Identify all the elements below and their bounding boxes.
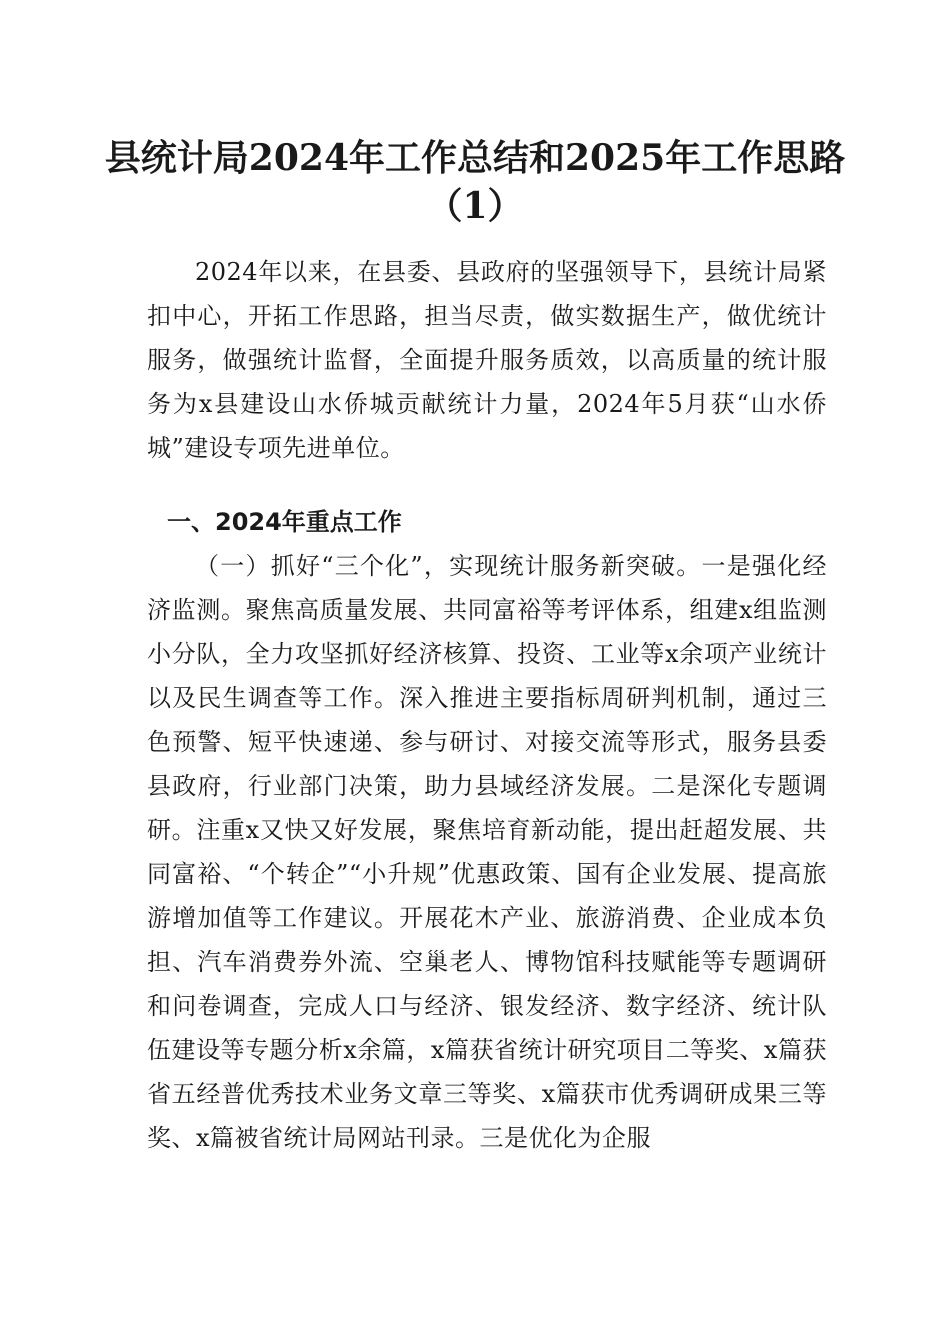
document-title: 县统计局2024年工作总结和2025年工作思路: [104, 137, 846, 179]
intro-paragraph: 2024年以来，在县委、县政府的坚强领导下，县统计局紧扣中心，开拓工作思路，担当尽责，做实数据生产，做优统计服务，做强统计监督，全面提升服务质效，以高质量的统计服务为x县建设山水侨城贡献统计力量，2024年5月获“山水侨城”建设专项先进单位。: [147, 258, 827, 462]
document-title-part-number: （1）: [426, 185, 524, 227]
section-paragraph: （一）抓好“三个化”，实现统计服务新突破。一是强化经济监测。聚焦高质量发展、共同富裕等考评体系，组建x组监测小分队，全力攻坚抓好经济核算、投资、工业等x余项产业统计以及民生调查等工作。深入推进主要指标周研判机制，通过三色预警、短平快速递、参与研讨、对接交流等形式，服务县委县政府，行业部门决策，助力县域经济发展。二是深化专题调研。注重x又快又好发展，聚焦培育新动能，提出赶超发展、共同富裕、“个转企”“小升规”优惠政策、国有企业发展、提高旅游增加值等工作建议。开展花木产业、旅游消费、企业成本负担、汽车消费券外流、空巢老人、博物馆科技赋能等专题调研和问卷调查，完成人口与经济、银发经济、数字经济、统计队伍建设等专题分析x余篇，x篇获省统计研究项目二等奖、x篇获省五经普优秀技术业务文章三等奖、x篇获市优秀调研成果三等奖、x篇被省统计局网站刊录。三是优化为企服: [147, 552, 827, 1152]
section-heading: 一、2024年重点工作: [167, 508, 402, 536]
